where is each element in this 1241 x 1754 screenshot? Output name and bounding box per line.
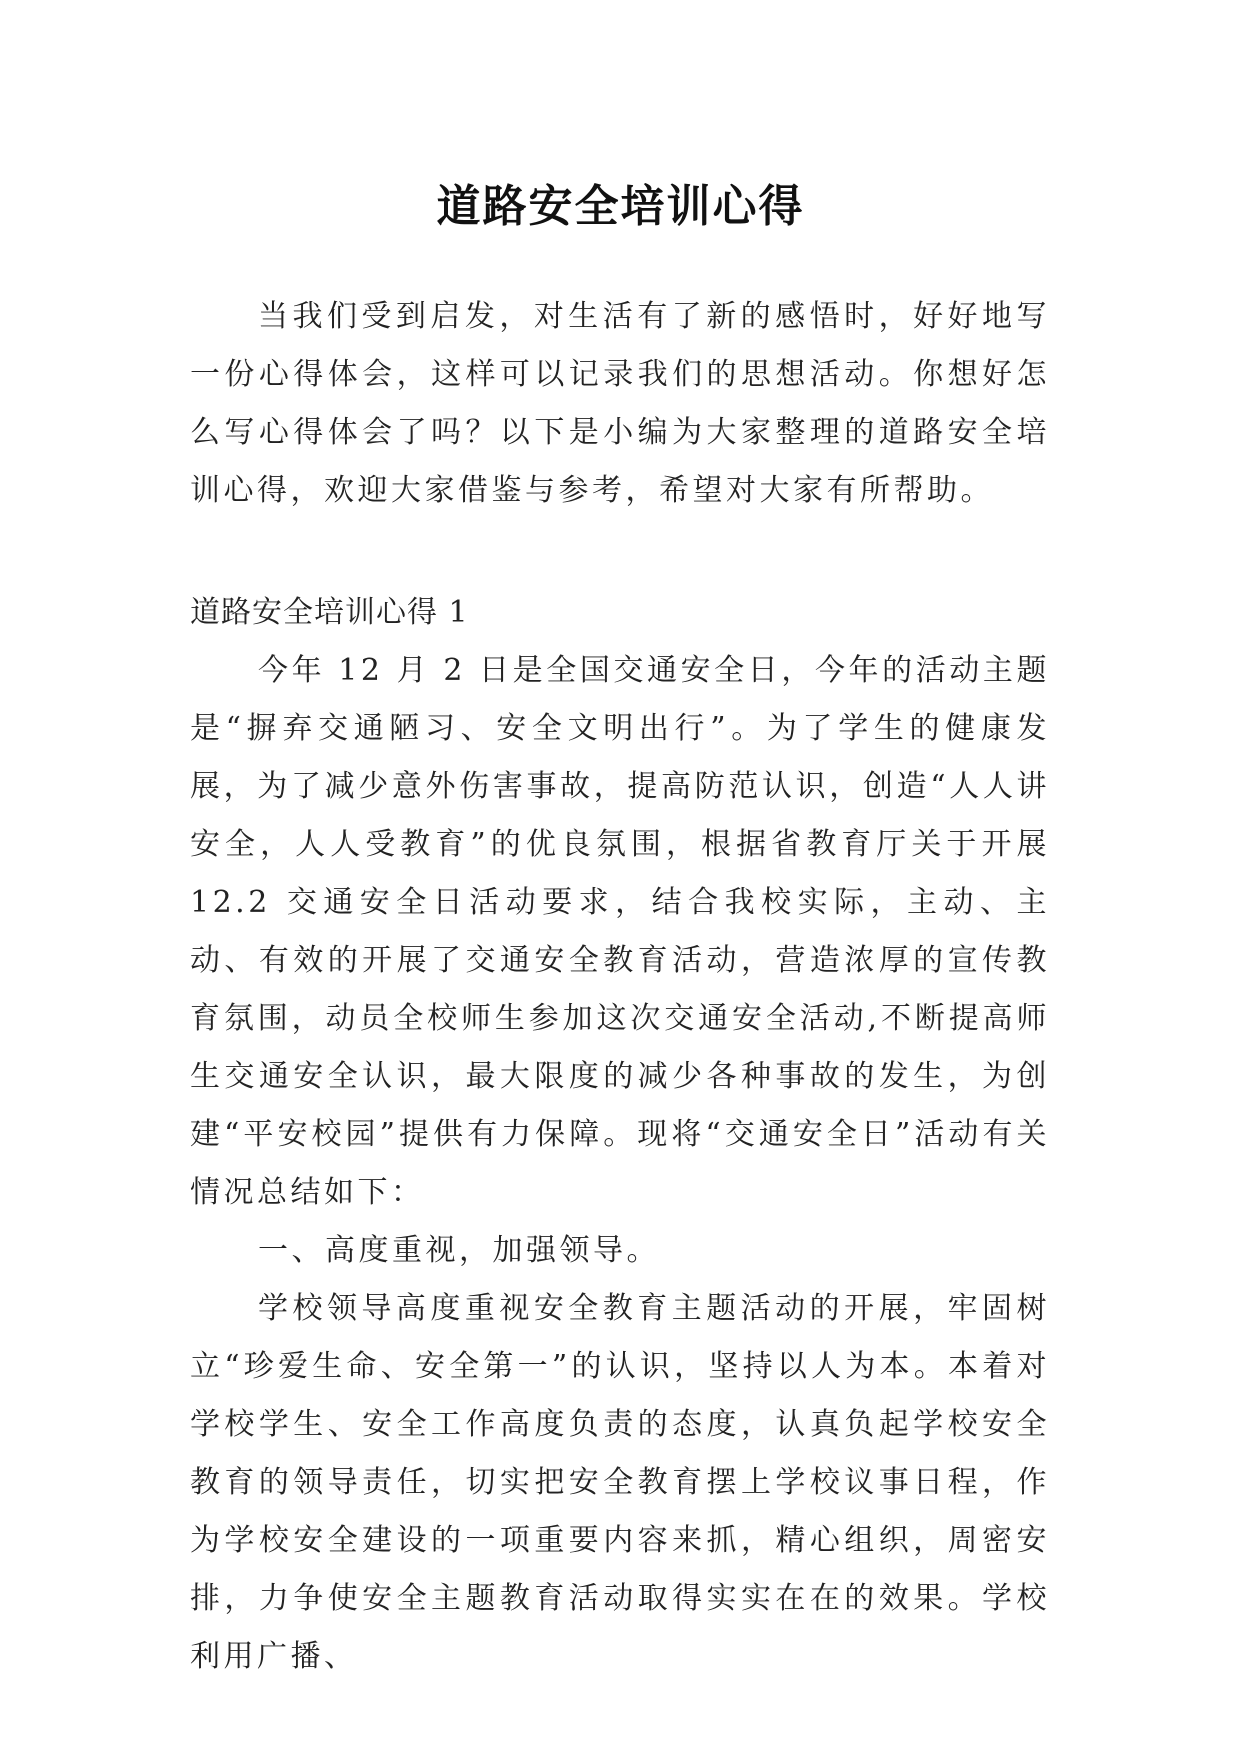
intro-block bbox=[190, 288, 1050, 520]
document-title: 道路安全培训心得 bbox=[436, 181, 805, 233]
section-title: 道路安全培训心得 1 bbox=[190, 595, 469, 630]
content-block bbox=[190, 584, 1050, 1686]
paragraph-heading-leadership: 一、高度重视，加强领导。 bbox=[258, 1233, 660, 1268]
paragraph-school-leadership: 学校领导高度重视安全教育主题活动的开展，牢固树立“珍爱生命、安全第一”的认识，坚持以人为本。本着对学校学生、安全工作高度负责的态度，认真负起学校安全教育的领导责任，切实把安全教育摆上学校议事日程，作为学校安全建设的一项重要内容来抓，精心组织，周密安排，力争使安全主题教育活动取得实实在在的效果。学校利用广播、 bbox=[190, 1291, 1050, 1674]
paragraph-traffic-safety-day: 今年 12 月 2 日是全国交通安全日，今年的活动主题是“摒弃交通陋习、安全文明出行”。为了学生的健康发展，为了减少意外伤害事故，提高防范认识，创造“人人讲安全，人人受教育”的优良氛围，根据省教育厅关于开展 12.2 交通安全日活动要求，结合我校实际，主动、主动、有效的开展了交通安全教育活动，营造浓厚的宣传教育氛围，动员全校师生参加这次交通安全活动,不断提高师生交通安全认识，最大限度的减少各种事故的发生，为创建“平安校园”提供有力保障。现将“交通安全日”活动有关情况总结如下： bbox=[190, 653, 1050, 1210]
intro-paragraph: 当我们受到启发，对生活有了新的感悟时，好好地写一份心得体会，这样可以记录我们的思想活动。你想好怎么写心得体会了吗？以下是小编为大家整理的道路安全培训心得，欢迎大家借鉴与参考，希望对大家有所帮助。 bbox=[190, 299, 1050, 508]
